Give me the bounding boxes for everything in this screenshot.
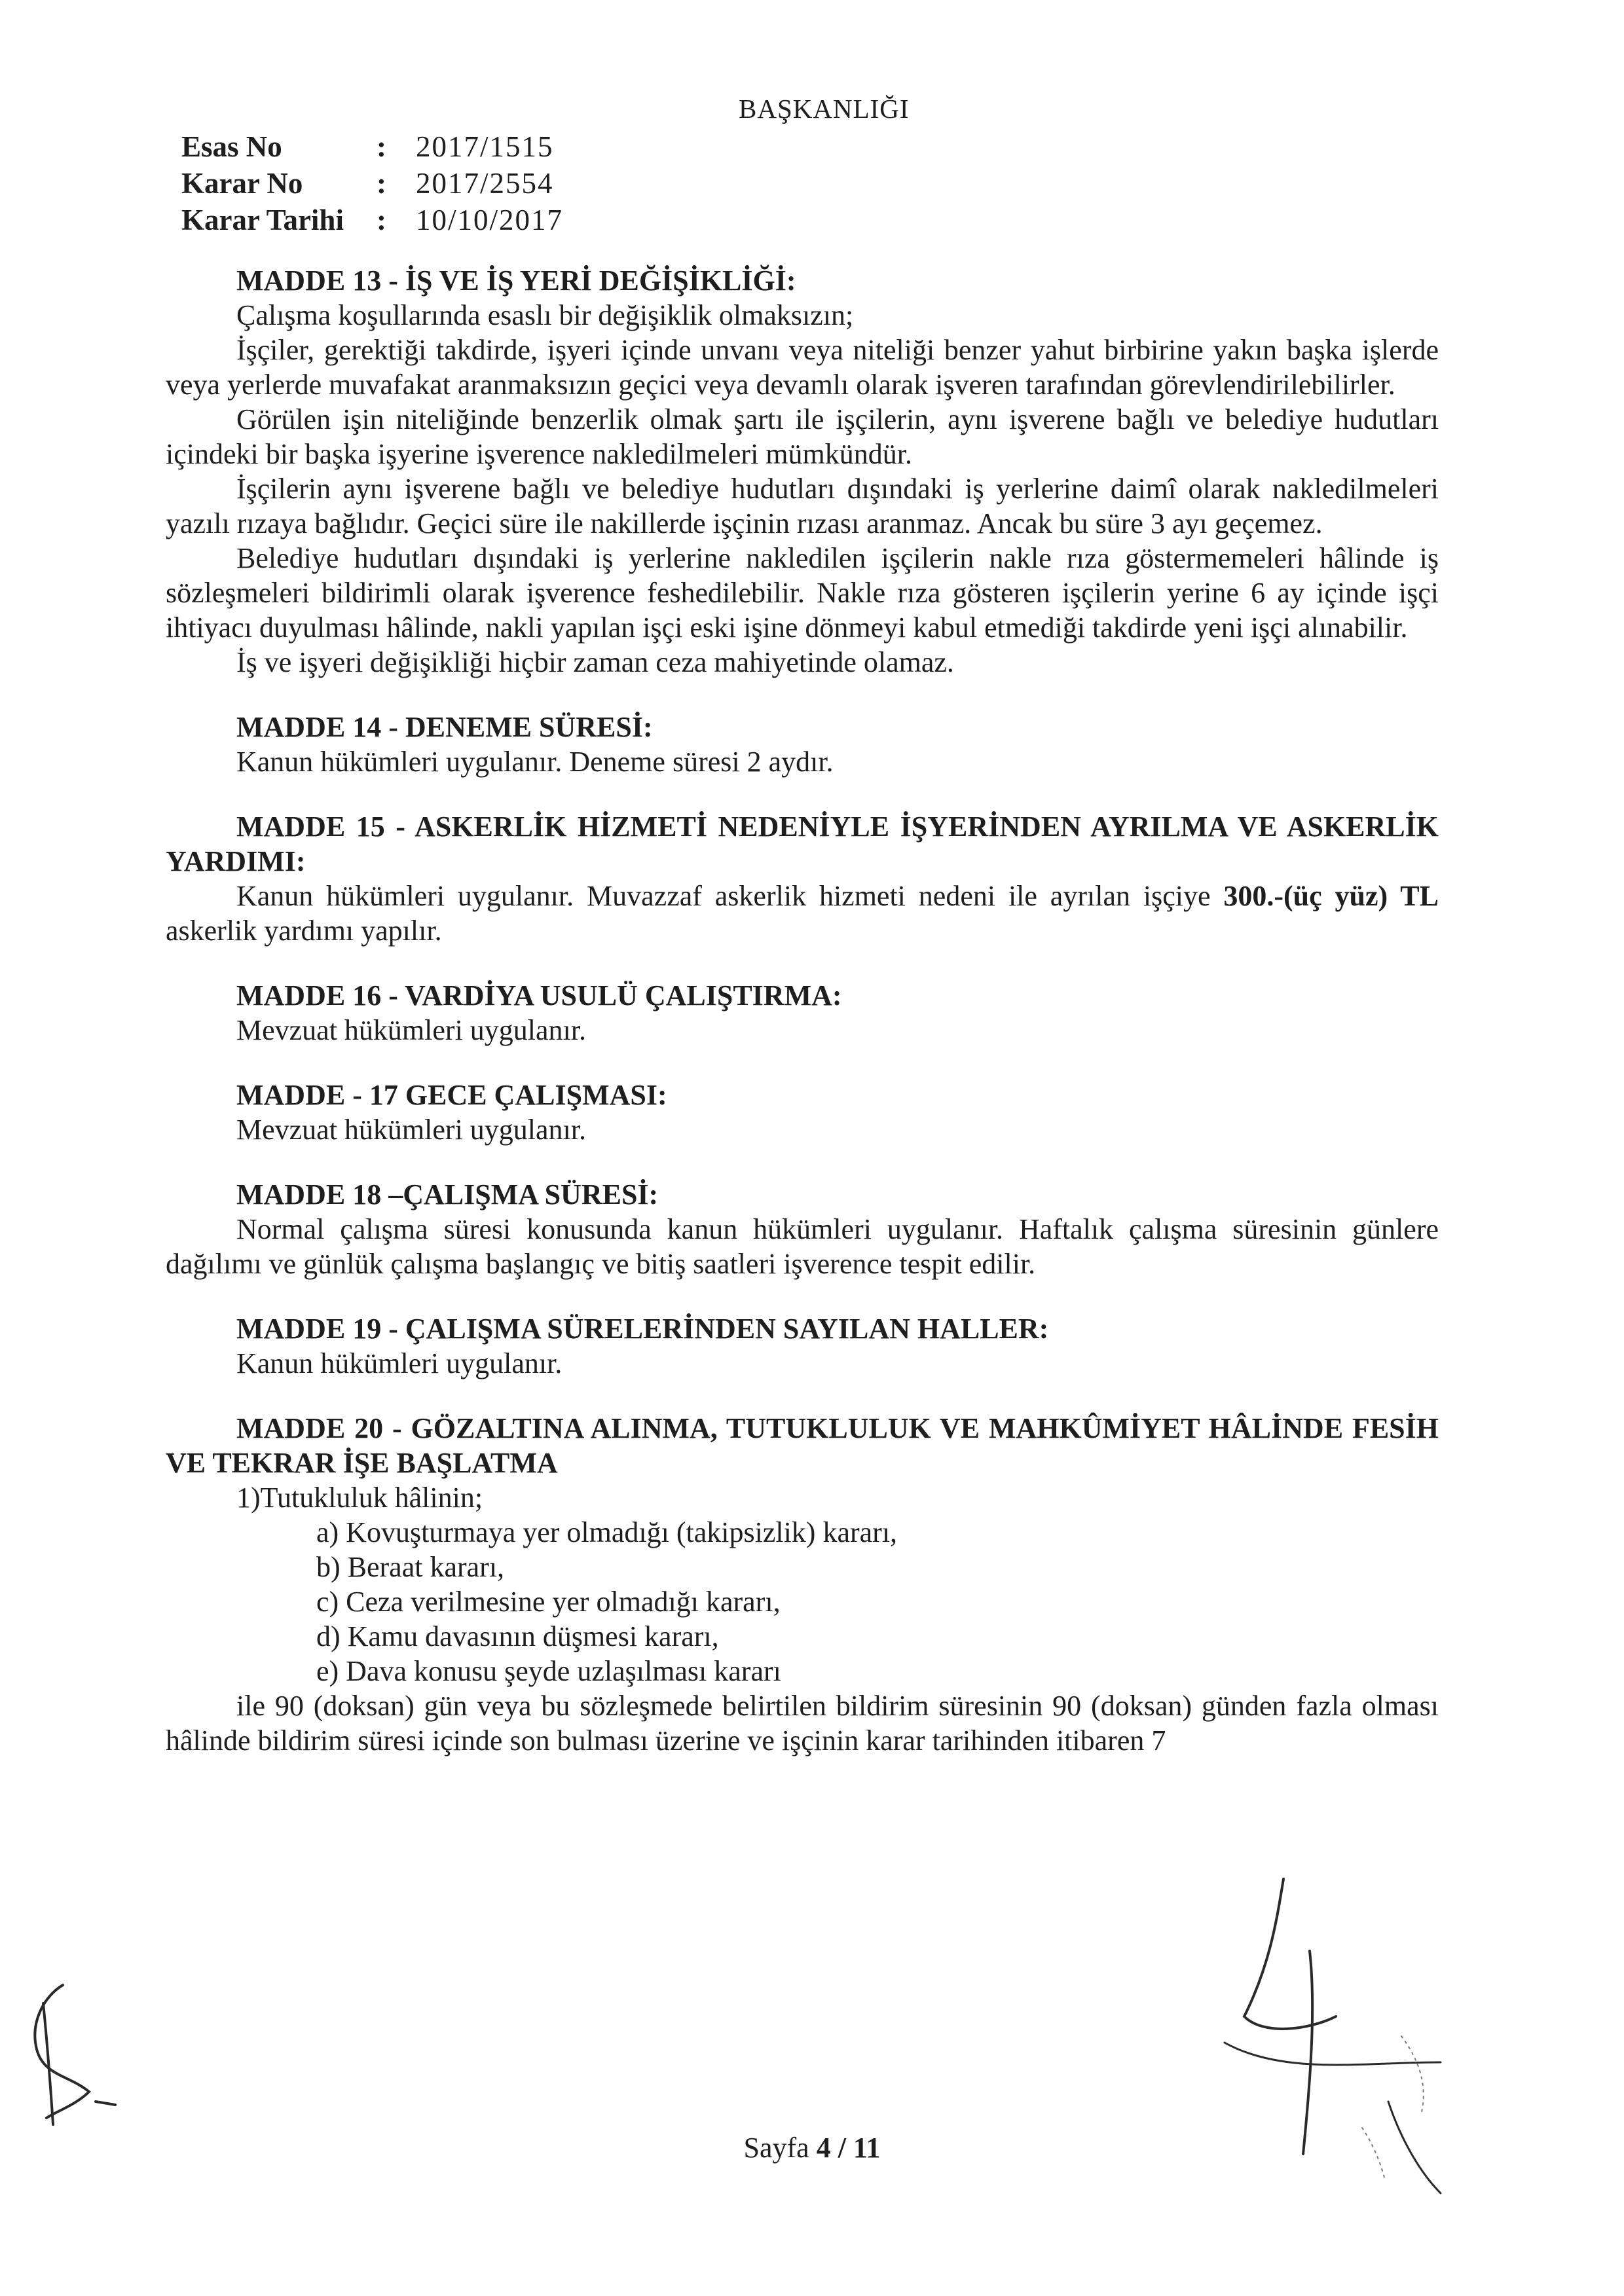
karar-tarihi-separator: : <box>377 204 386 236</box>
article-20-title: MADDE 20 - GÖZALTINA ALINMA, TUTUKLULUK VE MAHKÛMİYET HÂLİNDE FESİH VE TEKRAR İŞE BAŞLATMA <box>166 1412 1439 1479</box>
page-separator: / <box>838 2132 846 2164</box>
article-16-paragraph: Mevzuat hükümleri uygulanır. <box>236 1014 586 1046</box>
karar-tarihi-value: 10/10/2017 <box>416 204 564 236</box>
karar-no-separator: : <box>377 167 386 200</box>
article-13-paragraph: İşçilerin aynı işverene bağlı ve belediye hudutları dışındaki iş yerlerine daimî olarak nakledilmeleri yazılı rızaya bağlıdır. Geçici süre ile nakillerde işçinin rızası aranmaz. Ancak bu süre 3 ayı geçemez. <box>166 473 1439 539</box>
article-15-paragraph <box>166 879 1439 948</box>
list-item: d) Kamu davasının düşmesi kararı, <box>316 1620 719 1652</box>
article-20-intro: 1)Tutukluluk hâlinin; <box>236 1482 483 1514</box>
article-13-title: MADDE 13 - İŞ VE İŞ YERİ DEĞİŞİKLİĞİ: <box>236 264 796 297</box>
list-item: a) Kovuşturmaya yer olmadığı (takipsizlik) kararı, <box>316 1516 898 1548</box>
karar-no-value: 2017/2554 <box>416 167 554 200</box>
article-13-paragraph: Çalışma koşullarında esaslı bir değişiklik olmaksızın; <box>236 299 854 331</box>
article-18-title: MADDE 18 –ÇALIŞMA SÜRESİ: <box>236 1178 659 1211</box>
article-15-title: MADDE 15 - ASKERLİK HİZMETİ NEDENİYLE İŞYERİNDEN AYRILMA VE ASKERLİK YARDIMI: <box>166 811 1439 877</box>
office-title: BAŞKANLIĞI <box>739 94 910 124</box>
article-19-paragraph: Kanun hükümleri uygulanır. <box>236 1347 563 1379</box>
document-body <box>166 263 1439 1788</box>
article-17-title: MADDE - 17 GECE ÇALIŞMASI: <box>236 1079 667 1111</box>
list-item: c) Ceza verilmesine yer olmadığı kararı, <box>316 1586 781 1618</box>
list-item: e) Dava konusu şeyde uzlaşılması kararı <box>316 1655 781 1687</box>
military-aid-amount: 300.-(üç yüz) TL <box>1223 880 1439 912</box>
article-19-title: MADDE 19 - ÇALIŞMA SÜRELERİNDEN SAYILAN HALLER: <box>236 1313 1049 1345</box>
article-15-text-end: askerlik yardımı yapılır. <box>166 915 442 947</box>
article-13-paragraph: Görülen işin niteliğinde benzerlik olmak şartı ile işçilerin, aynı işverene bağlı ve belediye hudutları içindeki bir başka işyerine işverence nakledilmeleri mümkündür. <box>166 403 1439 470</box>
article-13-paragraph: İşçiler, gerektiği takdirde, işyeri içinde unvanı veya niteliği benzer yahut birbirine yakın başka işlerde veya yerlerde muvafakat aranmaksızın geçici veya devamlı olarak işveren tarafından görevlendirilebilirler. <box>166 334 1439 401</box>
article-14-paragraph: Kanun hükümleri uygulanır. Deneme süresi 2 aydır. <box>236 746 834 778</box>
initial-signature-right-icon <box>1113 1866 1480 2206</box>
page-word: Sayfa <box>743 2132 809 2164</box>
karar-tarihi-row <box>181 202 563 238</box>
karar-no-row <box>181 165 563 202</box>
article-20-list <box>166 1515 1439 1688</box>
karar-tarihi-label: Karar Tarihi <box>181 204 344 236</box>
article-20 <box>166 1411 1439 1758</box>
article-16 <box>166 978 1439 1048</box>
article-17 <box>166 1078 1439 1147</box>
article-16-title: MADDE 16 - VARDİYA USULÜ ÇALIŞTIRMA: <box>236 979 842 1011</box>
article-18-paragraph: Normal çalışma süresi konusunda kanun hükümleri uygulanır. Haftalık çalışma süresinin günlere dağılımı ve günlük çalışma başlangıç ve bitiş saatleri işverence tespit edilir. <box>166 1213 1439 1280</box>
article-13 <box>166 263 1439 680</box>
initial-signature-left-icon <box>17 1977 122 2134</box>
article-15 <box>166 809 1439 948</box>
article-19 <box>166 1311 1439 1381</box>
esas-no-row <box>181 128 563 165</box>
article-13-paragraph: İş ve işyeri değişikliği hiçbir zaman ceza mahiyetinde olamaz. <box>236 646 954 678</box>
article-18 <box>166 1177 1439 1281</box>
esas-no-value: 2017/1515 <box>416 130 554 163</box>
article-17-paragraph: Mevzuat hükümleri uygulanır. <box>236 1114 586 1146</box>
esas-no-label: Esas No <box>181 130 282 163</box>
list-item: b) Beraat kararı, <box>316 1551 505 1583</box>
esas-no-separator: : <box>377 130 386 163</box>
page-current: 4 <box>816 2132 831 2164</box>
article-15-text: Kanun hükümleri uygulanır. Muvazzaf askerlik hizmeti nedeni ile ayrılan işçiye <box>236 880 1224 912</box>
page-total: 11 <box>853 2132 881 2164</box>
article-13-paragraph: Belediye hudutları dışındaki iş yerlerine nakledilen işçilerin nakle rıza göstermemeleri hâlinde iş sözleşmeleri bildirimli olarak işverence feshedilebilir. Nakle rıza gösteren işçilerin yerine 6 ay içinde işçi ihtiyacı duyulması hâlinde, nakli yapılan işçi eski işine dönmeyi kabul etmediği takdirde yeni işçi alınabilir. <box>166 542 1439 644</box>
article-14-title: MADDE 14 - DENEME SÜRESİ: <box>236 711 653 743</box>
case-metadata <box>181 128 563 238</box>
article-14 <box>166 710 1439 779</box>
article-20-paragraph: ile 90 (doksan) gün veya bu sözleşmede belirtilen bildirim süresinin 90 (doksan) günden fazla olması hâlinde bildirim süresi içinde son bulması üzerine ve işçinin karar tarihinden itibaren 7 <box>166 1690 1439 1757</box>
karar-no-label: Karar No <box>181 167 303 200</box>
